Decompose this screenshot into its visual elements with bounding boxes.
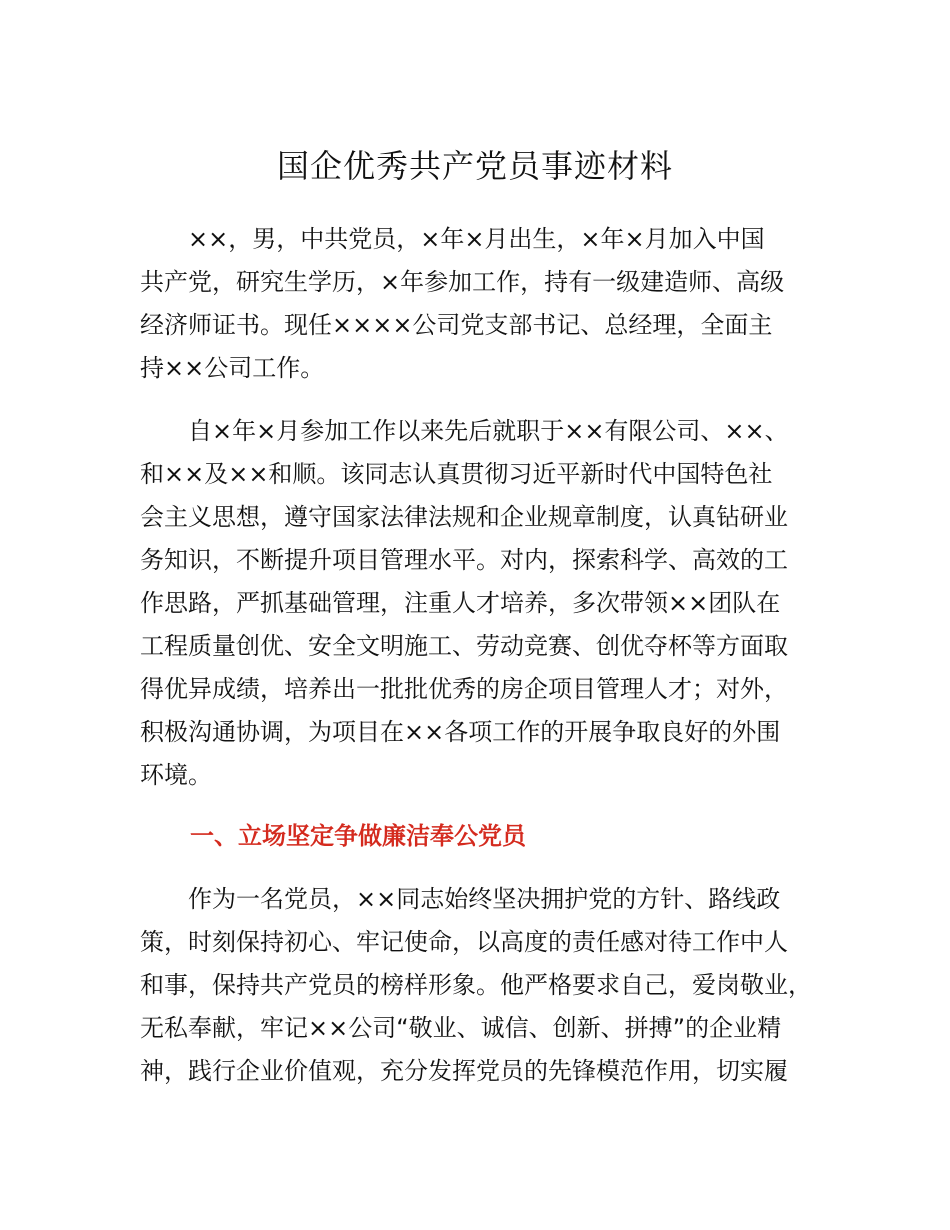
text-line: 作为一名党员，××同志始终坚决拥护党的方针、路线政	[140, 885, 781, 913]
text-line: 神，践行企业价值观，充分发挥党员的先锋模范作用，切实履	[140, 1057, 788, 1085]
paragraph-section1	[140, 878, 840, 1093]
text-line: 和××及××和顺。该同志认真贯彻习近平新时代中国特色社	[140, 460, 773, 488]
paragraph-career	[140, 410, 840, 797]
document-title: 国企优秀共产党员事迹材料	[276, 147, 673, 185]
text-line: 环境。	[140, 761, 212, 789]
text-line: 共产党，研究生学历，×年参加工作，持有一级建造师、高级	[140, 268, 785, 296]
text-line: 务知识，不断提升项目管理水平。对内，探索科学、高效的工	[140, 546, 788, 574]
text-line: 自×年×月参加工作以来先后就职于××有限公司、××、	[140, 417, 789, 445]
text-line: 作思路，严抓基础管理，注重人才培养，多次带领××团队在	[140, 589, 781, 617]
text-line: 会主义思想，遵守国家法律法规和企业规章制度，认真钻研业	[140, 503, 788, 531]
text-line: 得优异成绩，培养出一批批优秀的房企项目管理人才；对外，	[140, 675, 788, 703]
text-line: 持××公司工作。	[140, 354, 325, 382]
text-line: ××，男，中共党员，×年×月出生，×年×月加入中国	[140, 225, 765, 253]
text-line: 和事，保持共产党员的榜样形象。他严格要求自己，爱岗敬业，	[140, 971, 812, 999]
text-line: 经济师证书。现任××××公司党支部书记、总经理，全面主	[140, 311, 773, 339]
text-line: 工程质量创优、安全文明施工、劳动竞赛、创优夺杯等方面取	[140, 632, 788, 660]
paragraph-intro	[140, 218, 840, 390]
text-line: 无私奉献，牢记××公司“敬业、诚信、创新、拼搏”的企业精	[140, 1014, 782, 1042]
section-heading: 一、立场坚定争做廉洁奉公党员	[190, 822, 526, 850]
text-line: 策，时刻保持初心、牢记使命，以高度的责任感对待工作中人	[140, 928, 788, 956]
text-line: 积极沟通协调，为项目在××各项工作的开展争取良好的外围	[140, 718, 781, 746]
